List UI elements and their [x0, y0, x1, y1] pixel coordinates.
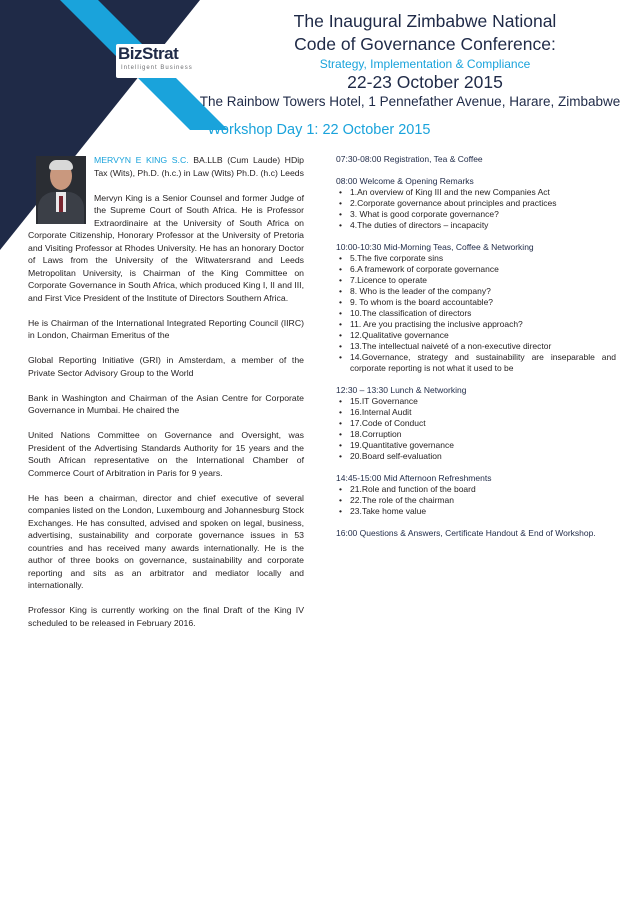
topic-item: • 12.Qualitative governance: [336, 330, 616, 341]
conference-title-line2: Code of Governance Conference:: [294, 34, 556, 54]
conference-venue: The Rainbow Towers Hotel, 1 Pennefather Avenue, Harare, Zimbabwe: [199, 94, 621, 109]
session-time-title: 12:30 – 13:30 Lunch & Networking: [336, 385, 467, 395]
bio-paragraph: Mervyn King is a Senior Counsel and former Judge of the Supreme Court of South Africa. He is Professor Extraordinaire at the University of South Africa on Corporate Citizenship, Honorary Professor at the University of Pretoria and Visiting Professor at Rhodes University. He has an honorary Doctor of Laws from the University of the Witwatersrand and Leeds Metropolitan University, is Chairman of the King Committee on Corporate Governance in South Africa, which produced King I, II and III, and First Vice President of the Institute of Directors Southern Africa.: [28, 192, 304, 303]
topic-item: • 18.Corruption: [336, 429, 616, 440]
schedule-session: [336, 242, 616, 374]
topic-item: • 9. To whom is the board accountable?: [336, 297, 616, 308]
bio-paragraph: Professor King is currently working on the final Draft of the King IV scheduled to be released in February 2016.: [28, 605, 304, 628]
schedule-session: [336, 528, 616, 539]
bio-paragraph: United Nations Committee on Governance and Oversight, was President of the Advertising Standards Authority for 15 years and the South African representative on the International Chamber of Commerce Court of Arbitration in Paris for 9 years.: [28, 430, 304, 478]
workshop-day-heading: Workshop Day 1: 22 October 2015: [207, 122, 431, 138]
schedule-session: [336, 176, 616, 231]
topic-item: • 13.The intellectual naiveté of a non-executive director: [336, 341, 616, 352]
topic-item: • 6.A framework of corporate governance: [336, 264, 616, 275]
topic-item: • 8. Who is the leader of the company?: [336, 286, 616, 297]
conference-title-line1: The Inaugural Zimbabwe National: [293, 11, 557, 31]
topic-item: • 15.IT Governance: [336, 396, 616, 407]
bizstrat-logo: [116, 44, 202, 78]
topic-item: • 23.Take home value: [336, 506, 616, 517]
topic-item: • 20.Board self-evaluation: [336, 451, 616, 462]
topic-item: • 10.The classification of directors: [336, 308, 616, 319]
session-time-title: 10:00-10:30 Mid-Morning Teas, Coffee & Networking: [336, 242, 534, 252]
conference-subtitle: Strategy, Implementation & Compliance: [319, 57, 531, 71]
session-time-title: 16:00 Questions & Answers, Certificate Handout & End of Workshop.: [336, 528, 596, 538]
bio-paragraph: Bank in Washington and Chairman of the Asian Centre for Corporate Governance in Mumbai. He chaired the: [28, 392, 304, 415]
logo-wordmark: BizStrat: [118, 44, 179, 63]
topic-item: • 14.Governance, strategy and sustainability are inseparable and corporate reporting is not what it used to be: [336, 352, 616, 374]
schedule-session: [336, 385, 616, 462]
speaker-photo: [36, 156, 86, 224]
session-time-title: 08:00 Welcome & Opening Remarks: [336, 176, 474, 186]
schedule-session: [336, 473, 616, 517]
topic-item: • 17.Code of Conduct: [336, 418, 616, 429]
bio-paragraph: He has been a chairman, director and chief executive of several companies listed on the London, Luxembourg and Johannesburg Stock Exchanges. He has consulted, advised and spoken on legal, business, advertising, sustainability and corporate governance issues in 53 countries and has received many awards internationally. He is the author of three books on governance, sustainability and corporate reporting and sits as an arbitrator and mediator locally and internationally.: [28, 492, 304, 590]
schedule-column: [336, 154, 616, 550]
bio-paragraph: He is Chairman of the International Integrated Reporting Council (IIRC) in London, Chairman Emeritus of the: [28, 317, 304, 340]
topic-item: • 21.Role and function of the board: [336, 484, 616, 495]
session-time-title: 14:45-15:00 Mid Afternoon Refreshments: [336, 473, 492, 483]
topic-item: • 22.The role of the chairman: [336, 495, 616, 506]
speaker-name: MERVYN E KING S.C.: [94, 155, 189, 165]
speaker-credentials: BA.LLB (Cum Laude) HDip Tax (Wits), Ph.D. (h.c.) in Law (Wits) Ph.D. (h.c) Leeds: [94, 155, 304, 178]
topic-item: • 19.Quantitative governance: [336, 440, 616, 451]
topic-item: • 5.The five corporate sins: [336, 253, 616, 264]
topic-item: • 7.Licence to operate: [336, 275, 616, 286]
topic-item: • 11. Are you practising the inclusive approach?: [336, 319, 616, 330]
bio-paragraph: Global Reporting Initiative (GRI) in Amsterdam, a member of the Private Sector Advisory Group to the World: [28, 355, 304, 378]
topic-item: • 4.The duties of directors – incapacity: [336, 220, 616, 231]
logo-tagline: Intelligent Business: [121, 65, 193, 71]
topic-item: • 16.Internal Audit: [336, 407, 616, 418]
topic-item: • 3. What is good corporate governance?: [336, 209, 616, 220]
schedule-session: [336, 154, 616, 165]
conference-dates: 22-23 October 2015: [347, 72, 503, 92]
session-time-title: 07:30-08:00 Registration, Tea & Coffee: [336, 154, 483, 164]
speaker-bio-column: [28, 154, 304, 642]
topic-item: • 2.Corporate governance about principles and practices: [336, 198, 616, 209]
topic-item: • 1.An overview of King III and the new Companies Act: [336, 187, 616, 198]
